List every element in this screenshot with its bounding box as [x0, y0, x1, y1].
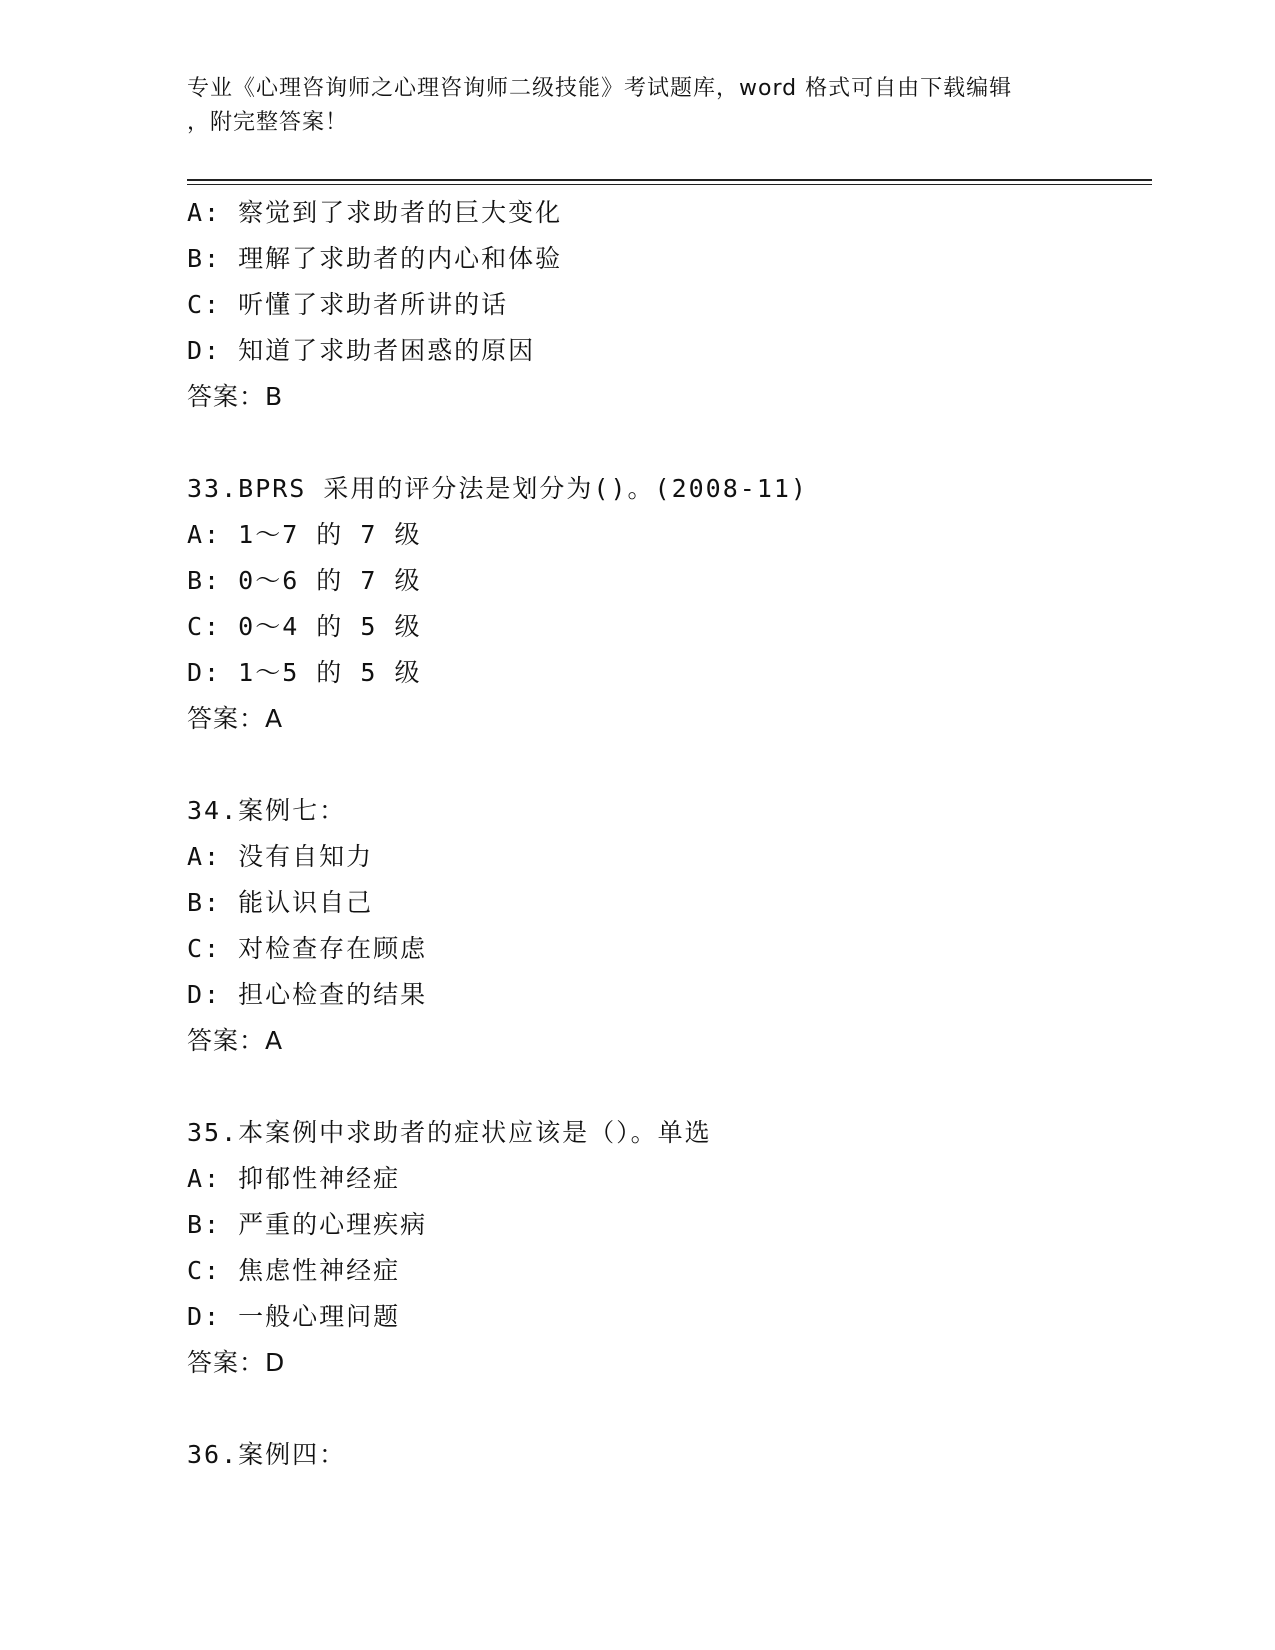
- option-b: B: 理解了求助者的内心和体验: [187, 244, 563, 273]
- answer-text: 答案：B: [187, 382, 284, 411]
- answer-text: 答案：D: [187, 1348, 286, 1377]
- question-36: 36.案例四：: [187, 1440, 347, 1469]
- header-divider-thin: [187, 184, 1152, 185]
- question-33: 33.BPRS 采用的评分法是划分为()。(2008-11): [187, 474, 808, 503]
- option-c: C: 听懂了求助者所讲的话: [187, 290, 509, 319]
- header-title-line-2: ，附完整答案！: [187, 110, 349, 135]
- spacer: [187, 420, 1147, 466]
- spacer: [187, 1386, 1147, 1432]
- answer-text: 答案：A: [187, 1026, 284, 1055]
- option-a: A: 1～7 的 7 级: [187, 520, 422, 549]
- option-c: C: 焦虑性神经症: [187, 1256, 401, 1285]
- document-header: [187, 72, 1067, 140]
- question-35: 35.本案例中求助者的症状应该是（）。单选: [187, 1118, 712, 1147]
- option-b: B: 严重的心理疾病: [187, 1210, 428, 1239]
- spacer: [187, 1064, 1147, 1110]
- question-34: 34.案例七：: [187, 796, 347, 825]
- spacer: [187, 742, 1147, 788]
- option-d: D: 担心检查的结果: [187, 980, 428, 1009]
- option-a: A: 没有自知力: [187, 842, 374, 871]
- option-d: D: 一般心理问题: [187, 1302, 401, 1331]
- option-a: A: 察觉到了求助者的巨大变化: [187, 198, 563, 227]
- header-divider-thick: [187, 179, 1152, 181]
- option-d: D: 1～5 的 5 级: [187, 658, 422, 687]
- answer-text: 答案：A: [187, 704, 284, 733]
- question-list: [187, 190, 1147, 1478]
- option-c: C: 对检查存在顾虑: [187, 934, 428, 963]
- option-b: B: 能认识自己: [187, 888, 374, 917]
- option-a: A: 抑郁性神经症: [187, 1164, 401, 1193]
- header-title-line-1: 专业《心理咨询师之心理咨询师二级技能》考试题库，word 格式可自由下载编辑: [187, 76, 1013, 101]
- option-d: D: 知道了求助者困惑的原因: [187, 336, 536, 365]
- option-b: B: 0～6 的 7 级: [187, 566, 422, 595]
- option-c: C: 0～4 的 5 级: [187, 612, 422, 641]
